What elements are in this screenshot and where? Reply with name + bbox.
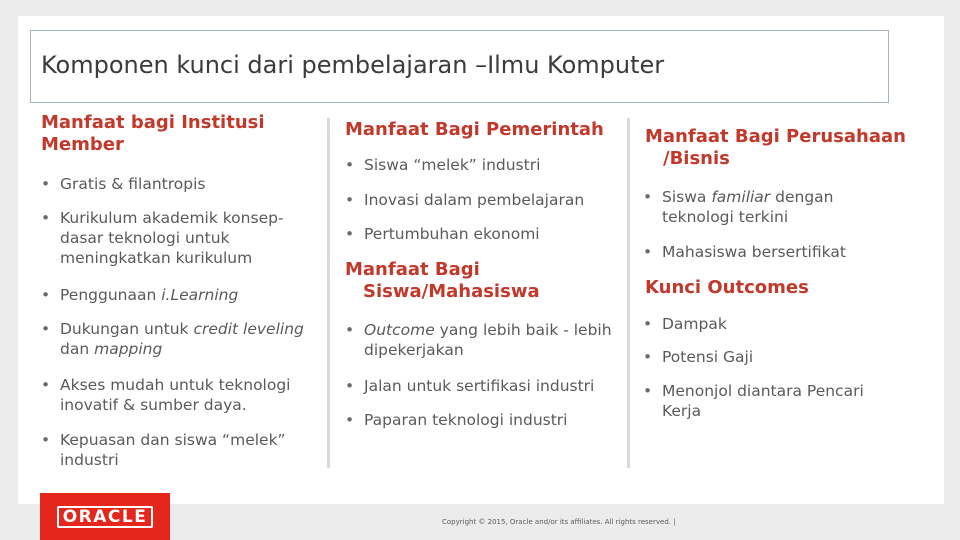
item-text: • Mahasiswa bersertifikat — [662, 243, 846, 261]
item-text: • Gratis & filantropis — [60, 175, 206, 193]
heading-perusahaan-line2: /Bisnis — [663, 148, 730, 169]
heading-pemerintah: Manfaat Bagi Pemerintah — [345, 119, 604, 140]
item-text: • Kepuasan dan siswa “melek” — [60, 431, 286, 449]
item-text: • Kurikulum akademik konsep- — [60, 209, 284, 227]
item-text: Kerja — [662, 402, 702, 420]
title-box — [30, 30, 889, 103]
item-text: dipekerjakan — [364, 341, 464, 359]
list-item — [41, 208, 284, 268]
list-item — [345, 190, 584, 210]
heading-perusahaan-line1: Manfaat Bagi Perusahaan — [645, 126, 906, 147]
oracle-logo-text: ORACLE — [57, 506, 154, 528]
item-text: teknologi terkini — [662, 208, 789, 226]
list-item — [41, 430, 286, 470]
item-text: Penggunaan — [60, 286, 162, 304]
item-text-em: i.Learning — [161, 286, 239, 304]
item-text: • Inovasi dalam pembelajaran — [364, 191, 585, 209]
list-item — [41, 285, 238, 305]
list-item — [345, 320, 612, 360]
item-text-em: mapping — [94, 340, 163, 358]
heading-outcomes: Kunci Outcomes — [645, 277, 809, 298]
list-item — [643, 347, 753, 367]
oracle-logo — [40, 493, 170, 540]
list-item — [41, 319, 304, 359]
list-item — [643, 381, 864, 421]
column-divider — [627, 118, 630, 468]
item-text: dasar teknologi untuk — [60, 229, 230, 247]
item-text: inovatif & sumber daya. — [60, 396, 247, 414]
item-text: • Dampak — [662, 315, 727, 333]
item-text: • Menonjol diantara Pencari — [662, 382, 864, 400]
slide-title: Komponen kunci dari pembelajaran –Ilmu Komputer — [41, 51, 665, 79]
heading-siswa — [345, 259, 540, 303]
list-item — [345, 155, 540, 175]
item-text-em: familiar — [711, 188, 771, 206]
item-text: • Pertumbuhan ekonomi — [364, 225, 540, 243]
list-item — [643, 242, 846, 262]
heading-institusi — [41, 112, 265, 156]
column-divider — [327, 118, 330, 468]
item-text: dan — [60, 340, 95, 358]
item-text: meningkatkan kurikulum — [60, 249, 253, 267]
heading-institusi-line2: Member — [41, 134, 124, 155]
list-item — [643, 314, 727, 334]
item-text: Dukungan untuk — [60, 320, 194, 338]
item-text: yang lebih baik - lebih — [434, 321, 612, 339]
list-item — [345, 376, 594, 396]
copyright-text: Copyright © 2015, Oracle and/or its affiliates. All rights reserved. | — [442, 518, 676, 526]
heading-institusi-line1: Manfaat bagi Institusi — [41, 112, 265, 133]
item-text-em: Outcome — [364, 321, 435, 339]
list-item — [345, 224, 540, 244]
list-item — [345, 410, 568, 430]
item-text: dengan — [770, 188, 834, 206]
list-item — [643, 187, 833, 227]
item-text-em: credit leveling — [193, 320, 304, 338]
item-text: • Siswa “melek” industri — [364, 156, 541, 174]
item-text: • Paparan teknologi industri — [364, 411, 568, 429]
heading-siswa-line2: Siswa/Mahasiswa — [363, 281, 540, 302]
item-text: • Akses mudah untuk teknologi — [60, 376, 291, 394]
heading-perusahaan — [645, 126, 906, 170]
heading-siswa-line1: Manfaat Bagi — [345, 259, 480, 280]
item-text: industri — [60, 451, 119, 469]
list-item — [41, 174, 206, 194]
item-text: Siswa — [662, 188, 712, 206]
item-text: • Jalan untuk sertifikasi industri — [364, 377, 595, 395]
list-item — [41, 375, 291, 415]
item-text: • Potensi Gaji — [662, 348, 754, 366]
